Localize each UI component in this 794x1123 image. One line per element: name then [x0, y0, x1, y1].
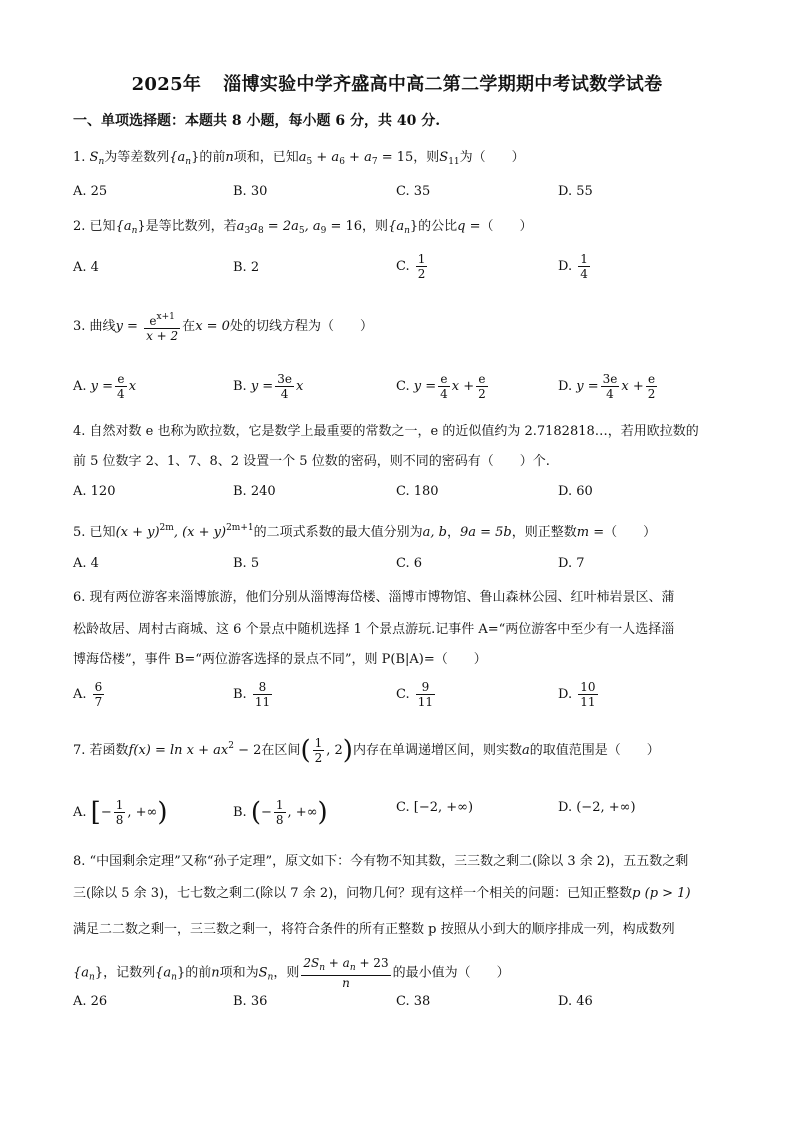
question-8-line-4: $\{a_n\}$，记数列$\{a_n\}$的前n项和为$S_n$，则 $\frac{2S_n + a_n + 23}{n}$ 的最小值为（ ）	[73, 956, 510, 990]
q2-option-b[interactable]: B. 2	[233, 260, 260, 275]
q7-option-b[interactable]: B. (− $\frac{1}{8}$ , +∞)	[233, 797, 328, 828]
q6-option-c[interactable]: C. $\frac{9}{11}$	[396, 680, 434, 709]
q7-option-c[interactable]: C. [−2, +∞)	[396, 800, 474, 815]
section-heading: 一、单项选择题：本题共 8 小题，每小题 6 分，共 40 分.	[73, 113, 441, 129]
q4-option-b[interactable]: B. 240	[233, 484, 276, 499]
question-8-line-2: 三(除以 5 余 3)，七七数之剩二(除以 7 余 2)，问物几何？现有这样一个相关的问题：已知正整数p (p > 1)	[73, 886, 691, 901]
title-text: 淄博实验中学齐盛高中高二第二学期期中考试数学试卷	[223, 74, 663, 95]
page-title	[0, 70, 794, 96]
q3-option-b[interactable]: B. y = $\frac{3e}{4}$ x	[233, 372, 304, 401]
q2-option-d[interactable]: D. $\frac{1}{4}$	[558, 252, 588, 281]
question-8-line-3: 满足二二数之剩一，三三数之剩一，将符合条件的所有正整数 p 按照从小到大的顺序排成一列，构成数列	[73, 922, 675, 937]
q5-option-b[interactable]: B. 5	[233, 556, 260, 571]
q3-option-c[interactable]: C. y = $\frac{e}{4}$ x + $\frac{e}{2}$	[396, 372, 486, 401]
question-6-line-1: 6. 现有两位游客来淄博旅游，他们分别从淄博海岱楼、淄博市博物馆、鲁山森林公园、红叶柿岩景区、蒲	[73, 590, 675, 605]
q4-option-c[interactable]: C. 180	[396, 484, 439, 499]
q5-option-a[interactable]: A. 4	[73, 556, 99, 571]
q8-option-c[interactable]: C. 38	[396, 994, 431, 1009]
q5-option-c[interactable]: C. 6	[396, 556, 423, 571]
q1-option-b[interactable]: B. 30	[233, 184, 268, 199]
q3-option-d[interactable]: D. y = $\frac{3e}{4}$ x + $\frac{e}{2}$	[558, 372, 656, 401]
question-8-line-1: 8. “中国剩余定理”又称“孙子定理”，原文如下：今有物不知其数，三三数之剩二(除以 3 余 2)，五五数之剩	[73, 854, 689, 869]
question-7: 7. 若函数$f(x) = \ln x + ax^2 - 2$在区间( $\frac{1}{2}$ , 2)内存在单调递增区间，则实数a的取值范围是（ ）	[73, 735, 660, 766]
q8-option-a[interactable]: A. 26	[73, 994, 108, 1009]
title-year: 2025年	[131, 74, 202, 95]
question-6-line-2: 松龄故居、周村古商城、这 6 个景点中随机选择 1 个景点游玩.记事件 A=“两位游客中至少有一人选择淄	[73, 622, 675, 637]
q1-option-d[interactable]: D. 55	[558, 184, 593, 199]
question-4-line-2: 前 5 位数字 2、1、7、8、2 设置一个 5 位数的密码，则不同的密码有（ ）个.	[73, 454, 550, 469]
q8-option-d[interactable]: D. 46	[558, 994, 593, 1009]
question-3: 3. 曲线y = $\frac{e^{x+1}}{x + 2}$ 在x = 0处的切线方程为（ ）	[73, 312, 373, 343]
q4-option-a[interactable]: A. 120	[73, 484, 116, 499]
q1-option-a[interactable]: A. 25	[73, 184, 108, 199]
q2-option-c[interactable]: C. $\frac{1}{2}$	[396, 252, 426, 281]
q6-option-b[interactable]: B. $\frac{8}{11}$	[233, 680, 271, 709]
q4-option-d[interactable]: D. 60	[558, 484, 593, 499]
question-5: 5. 已知$(x + y)^{2m}$, $(x + y)^{2m+1}$的二项式系数的最大值分别为a, b，9a = 5b，则正整数m =（ ）	[73, 523, 657, 540]
q7-option-d[interactable]: D. (−2, +∞)	[558, 800, 636, 815]
question-4-line-1: 4. 自然对数 e 也称为欧拉数，它是数学上最重要的常数之一，e 的近似值约为 2.7182818…，若用欧拉数的	[73, 424, 699, 439]
question-1: 1. $S_n$为等差数列$\{a_n\}$的前n项和，已知$a_5 + a_6 + a_7 = 15$，则$S_{11}$为（ ）	[73, 150, 525, 167]
question-6-line-3: 博海岱楼”，事件 B=“两位游客选择的景点不同”，则 P(B|A)=（ ）	[73, 652, 487, 667]
q2-option-a[interactable]: A. 4	[73, 260, 99, 275]
q5-option-d[interactable]: D. 7	[558, 556, 585, 571]
q6-option-a[interactable]: A. $\frac{6}{7}$	[73, 680, 103, 709]
q6-option-d[interactable]: D. $\frac{10}{11}$	[558, 680, 596, 709]
q8-option-b[interactable]: B. 36	[233, 994, 268, 1009]
question-2: 2. 已知$\{a_n\}$是等比数列，若$a_3a_8 = 2a_5$, $a_9 = 16$，则$\{a_n\}$的公比q =（ ）	[73, 219, 533, 236]
q7-option-a[interactable]: A. [− $\frac{1}{8}$ , +∞)	[73, 797, 168, 828]
q1-option-c[interactable]: C. 35	[396, 184, 431, 199]
q3-option-a[interactable]: A. y = $\frac{e}{4}$ x	[73, 372, 137, 401]
